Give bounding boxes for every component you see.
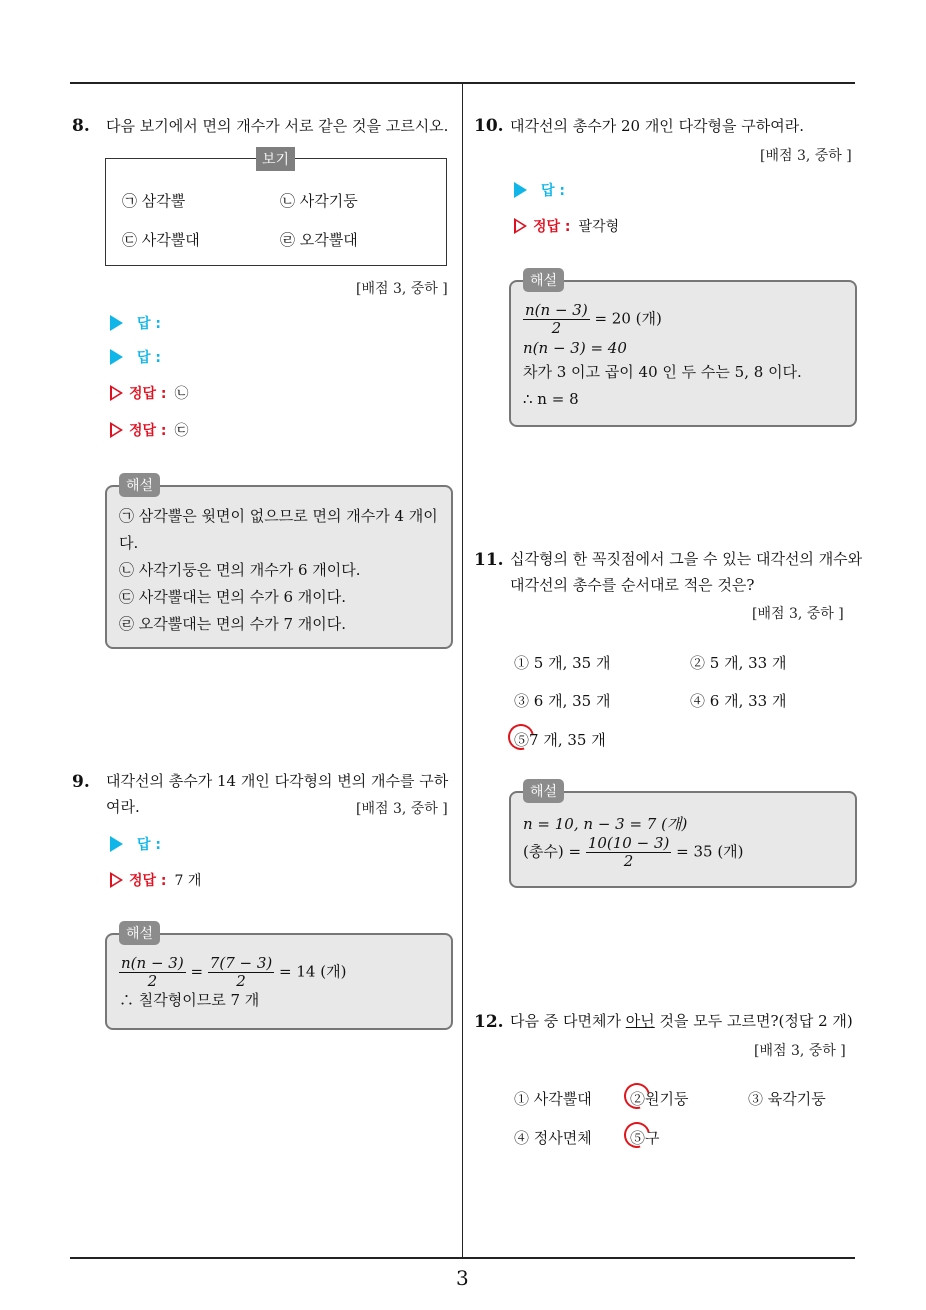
exp-equation: $\frac{n(n - 3)}{2}$ = 20 (개) (525, 301, 662, 337)
q11-option-2[interactable]: ② 5 개, 33 개 (690, 654, 787, 672)
play-icon (110, 836, 123, 852)
q10-number: 10. (474, 116, 504, 136)
outline-triangle-icon (110, 422, 123, 438)
exp-line: ㉠ 삼각뿔은 윗면이 없으므로 면의 개수가 4 개이 (119, 507, 438, 525)
exp-line: 차가 3 이고 곱이 40 인 두 수는 5, 8 이다. (523, 363, 802, 381)
q12-option-4[interactable]: ④ 정사면체 (514, 1129, 592, 1147)
q8-score: [배점 3, 중하 ] (356, 281, 448, 297)
q9-number: 9. (72, 772, 90, 792)
q8-answer-field-1[interactable]: 답 : (110, 313, 161, 333)
q11-option-4[interactable]: ④ 6 개, 33 개 (690, 692, 787, 710)
fraction: $\frac{7(7 - 3)}{2}$ (209, 954, 273, 990)
q8-bogi-item-2: ㉡ 사각기둥 (280, 192, 358, 210)
q11-score: [배점 3, 중하 ] (752, 606, 844, 622)
q10-explanation-box (509, 280, 857, 427)
q12-option-2[interactable]: ②원기둥 (630, 1090, 689, 1108)
q11-text-line2: 대각선의 총수를 순서대로 적은 것은? (510, 576, 755, 594)
q8-bogi-item-3: ㉢ 사각뿔대 (122, 231, 200, 249)
q10-text: 대각선의 총수가 20 개인 다각형을 구하여라. (510, 117, 805, 135)
outline-triangle-icon (110, 385, 123, 401)
q8-explanation-box (105, 485, 453, 649)
q12-text: 다음 중 다면체가 아닌 것을 모두 고르면?(정답 2 개) (510, 1012, 853, 1030)
q12-number: 12. (474, 1012, 504, 1032)
q9-text-line2: 여라. (106, 798, 140, 816)
q10-explanation-label: 해설 (523, 268, 564, 292)
q11-explanation-box (509, 791, 857, 888)
exp-line: n(n − 3) = 40 (523, 339, 627, 357)
play-icon (110, 349, 123, 365)
q8-correct-2: 정답 : ㉢ (110, 420, 189, 440)
q11-option-1[interactable]: ① 5 개, 35 개 (514, 654, 611, 672)
q8-text: 다음 보기에서 면의 개수가 서로 같은 것을 고르시오. (106, 117, 449, 135)
q11-number: 11. (474, 550, 504, 570)
q8-bogi-label: 보기 (256, 147, 295, 171)
page-number: 3 (456, 1266, 469, 1290)
q12-score: [배점 3, 중하 ] (754, 1043, 846, 1059)
q12-option-1[interactable]: ① 사각뿔대 (514, 1090, 592, 1108)
q12-option-3[interactable]: ③ 육각기둥 (748, 1090, 826, 1108)
exp-line: ㉣ 오각뿔대는 면의 수가 7 개이다. (119, 615, 347, 633)
outline-triangle-icon (110, 872, 123, 888)
exp-line: 다. (119, 534, 139, 552)
q10-score: [배점 3, 중하 ] (760, 148, 852, 164)
q8-bogi-item-4: ㉣ 오각뿔대 (280, 231, 358, 249)
q8-explanation-label: 해설 (119, 473, 160, 497)
exp-line: ∴ 칠각형이므로 7 개 (119, 991, 260, 1009)
q11-option-3[interactable]: ③ 6 개, 35 개 (514, 692, 611, 710)
exp-line: ∴ n = 8 (523, 390, 579, 408)
q11-option-5[interactable]: ⑤7 개, 35 개 (514, 731, 606, 749)
exp-line: ㉢ 사각뿔대는 면의 수가 6 개이다. (119, 588, 347, 606)
play-icon (514, 182, 527, 198)
q8-number: 8. (72, 116, 90, 136)
q9-correct: 정답 : 7 개 (110, 870, 201, 890)
q9-explanation-box (105, 933, 453, 1030)
exp-line: n = 10, n − 3 = 7 (개) (523, 815, 688, 833)
q11-explanation-label: 해설 (523, 779, 564, 803)
outline-triangle-icon (514, 218, 527, 234)
column-divider (462, 82, 463, 1258)
bottom-rule (70, 1257, 855, 1259)
q8-answer-field-2[interactable]: 답 : (110, 347, 161, 367)
exp-line: ㉡ 사각기둥은 면의 개수가 6 개이다. (119, 561, 361, 579)
q12-option-5[interactable]: ⑤구 (630, 1129, 660, 1147)
q11-text-line1: 십각형의 한 꼭짓점에서 그을 수 있는 대각선의 개수와 (510, 550, 863, 568)
fraction: $\frac{10(10 - 3)}{2}$ (587, 834, 670, 870)
q9-explanation-label: 해설 (119, 921, 160, 945)
fraction: $\frac{n(n - 3)}{2}$ (525, 301, 588, 337)
fraction: $\frac{n(n - 3)}{2}$ (121, 954, 184, 990)
q9-text-line1: 대각선의 총수가 14 개인 다각형의 변의 개수를 구하 (106, 772, 449, 790)
q8-correct-1: 정답 : ㉡ (110, 383, 189, 403)
q9-score: [배점 3, 중하 ] (356, 801, 448, 817)
q10-correct: 정답 : 팔각형 (514, 216, 619, 236)
q10-answer-field[interactable]: 답 : (514, 180, 565, 200)
q8-bogi-item-1: ㉠ 삼각뿔 (122, 192, 186, 210)
q9-answer-field[interactable]: 답 : (110, 834, 161, 854)
exp-equation: (총수) = $\frac{10(10 - 3)}{2}$ = 35 (개) (523, 834, 744, 870)
play-icon (110, 315, 123, 331)
exp-equation: $\frac{n(n - 3)}{2}$ = $\frac{7(7 - 3)}{2}$ = 14 (개) (121, 954, 347, 990)
